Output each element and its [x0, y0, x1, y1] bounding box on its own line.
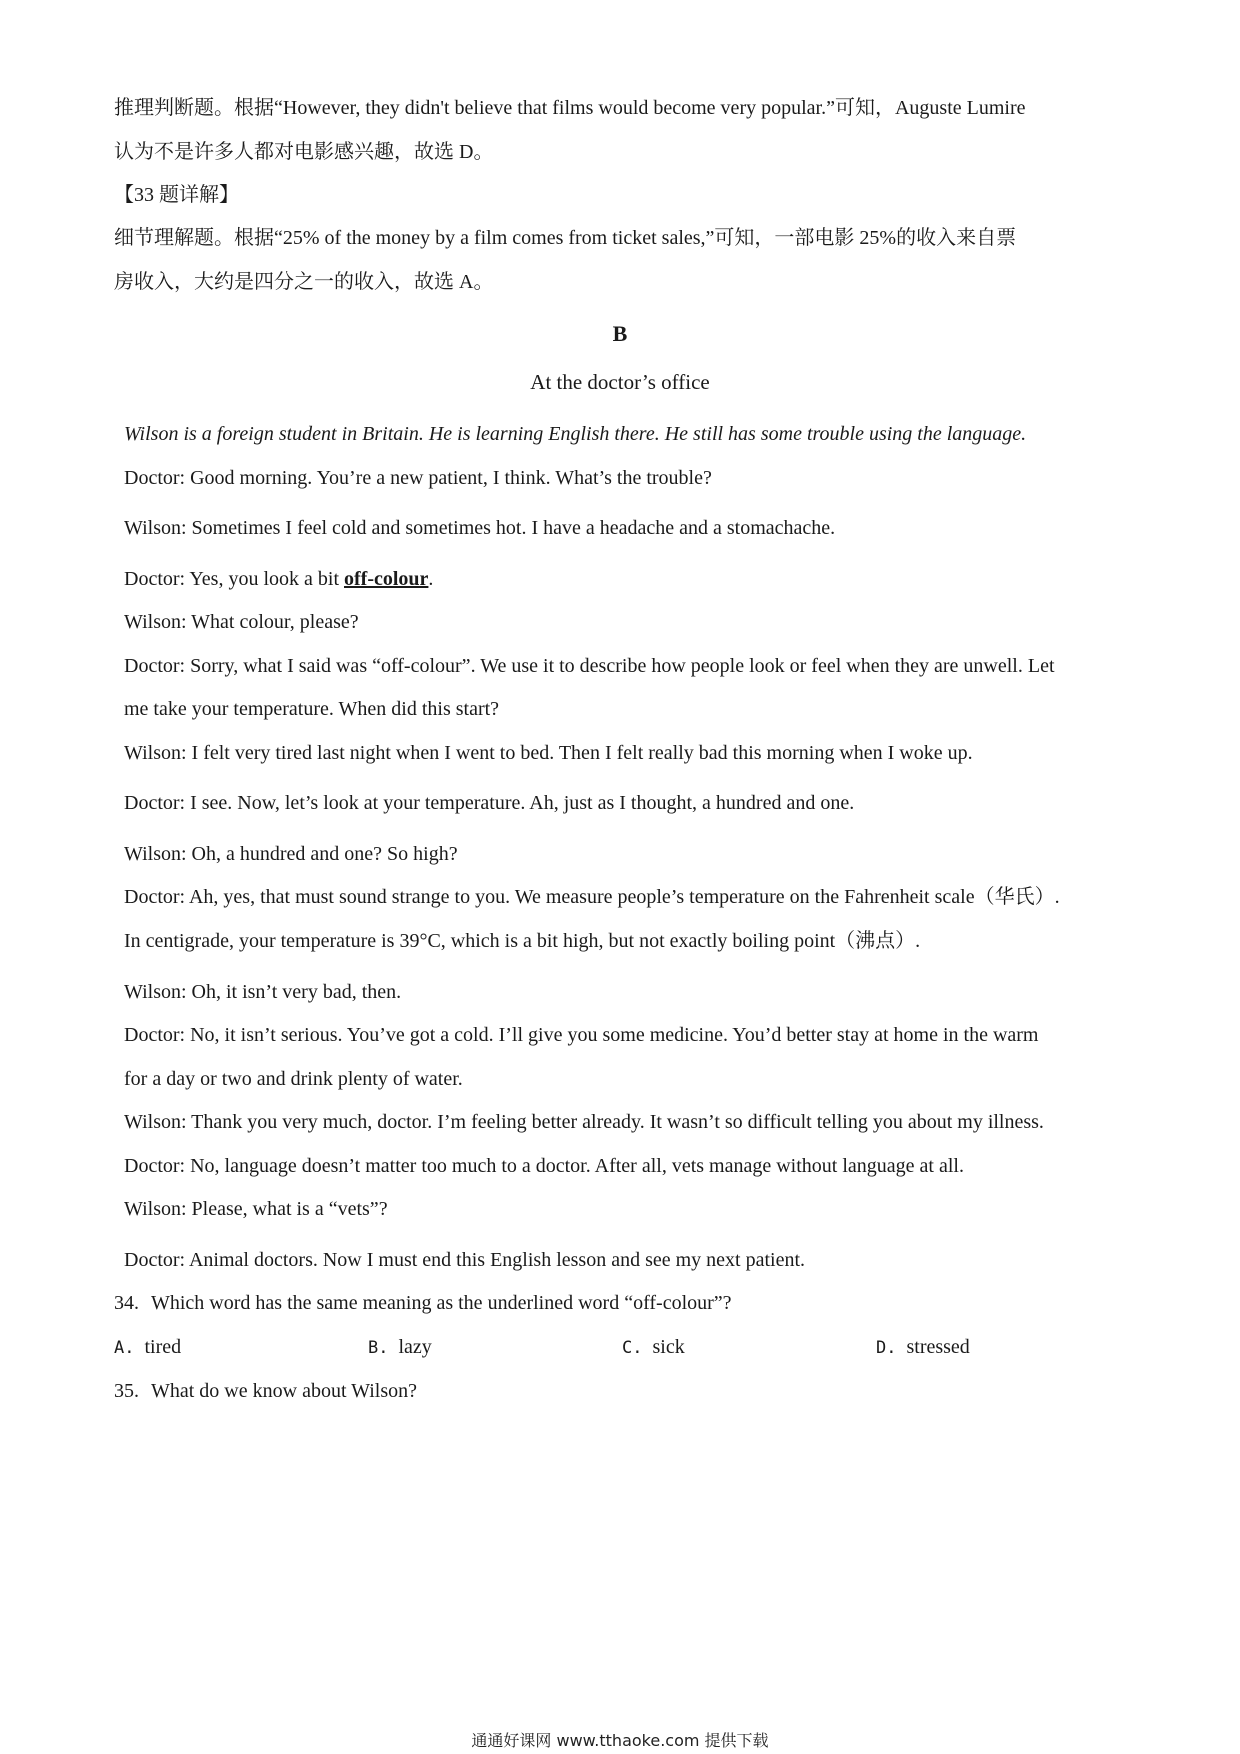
option-d[interactable] — [876, 1335, 970, 1360]
q33-explanation-line-2: 房收入，大约是四分之一的收入，故选 A。 — [114, 271, 494, 293]
dialogue-line: Wilson: Sometimes I feel cold and sometimes hot. I have a headache and a stomachache. — [124, 517, 836, 539]
q32-explanation-line-1: 推理判断题。根据“However, they didn't believe that films would become very popular.”可知，Auguste Lumire — [114, 97, 1026, 119]
dialogue-line: Doctor: Sorry, what I said was “off-colour”. We use it to describe how people look or feel when they are unwell. Let — [124, 655, 1055, 677]
passage-intro: Wilson is a foreign student in Britain. He is learning English there. He still has some trouble using the language. — [124, 423, 1027, 445]
dialogue-line: me take your temperature. When did this start? — [124, 698, 500, 720]
dialogue-line: In centigrade, your temperature is 39°C, which is a bit high, but not exactly boiling point（沸点）. — [124, 930, 921, 952]
dialogue-line: Wilson: I felt very tired last night when I went to bed. Then I felt really bad this morning when I woke up. — [124, 742, 973, 764]
dialogue-text: . — [428, 568, 434, 590]
question-number: 34. — [114, 1292, 139, 1314]
option-letter: D. — [876, 1338, 897, 1358]
dialogue-line: Doctor: No, language doesn’t matter too much to a doctor. After all, vets manage without language at all. — [124, 1155, 964, 1177]
question-text: Which word has the same meaning as the underlined word “off-colour”? — [151, 1292, 732, 1314]
dialogue-line: Doctor: I see. Now, let’s look at your temperature. Ah, just as I thought, a hundred and one. — [124, 792, 855, 814]
question-number: 35. — [114, 1380, 139, 1402]
dialogue-line: Wilson: Please, what is a “vets”? — [124, 1198, 388, 1220]
dialogue-line: Doctor: Good morning. You’re a new patient, I think. What’s the trouble? — [124, 467, 712, 489]
option-text: sick — [652, 1336, 685, 1358]
dialogue-line-offcolour — [124, 567, 433, 591]
option-c[interactable] — [622, 1335, 685, 1360]
dialogue-line: Wilson: Oh, a hundred and one? So high? — [124, 843, 458, 865]
page-footer: 通通好课网 www.tthaoke.com 提供下载 — [471, 1731, 769, 1750]
dialogue-line: Wilson: Oh, it isn’t very bad, then. — [124, 981, 402, 1003]
dialogue-line: Doctor: Animal doctors. Now I must end this English lesson and see my next patient. — [124, 1249, 806, 1271]
question-35 — [114, 1379, 417, 1403]
option-b[interactable] — [368, 1335, 432, 1360]
option-letter: B. — [368, 1338, 389, 1358]
q33-explanation-line-1: 细节理解题。根据“25% of the money by a film comes from ticket sales,”可知，一部电影 25%的收入来自票 — [114, 227, 1017, 249]
q33-heading: 【33 题详解】 — [114, 184, 239, 206]
dialogue-line: for a day or two and drink plenty of water. — [124, 1068, 463, 1090]
dialogue-line: Wilson: Thank you very much, doctor. I’m feeling better already. It wasn’t so difficult telling you about my illness. — [124, 1111, 1044, 1133]
q32-explanation-line-2: 认为不是许多人都对电影感兴趣，故选 D。 — [114, 141, 494, 163]
question-34 — [114, 1291, 732, 1315]
dialogue-text: Doctor: Yes, you look a bit — [124, 568, 344, 590]
dialogue-line: Wilson: What colour, please? — [124, 611, 359, 633]
option-text: tired — [144, 1336, 182, 1358]
passage-title: At the doctor’s office — [530, 370, 710, 394]
option-text: stressed — [906, 1336, 970, 1358]
dialogue-line: Doctor: Ah, yes, that must sound strange to you. We measure people’s temperature on the Fahrenheit scale（华氏）. — [124, 886, 1060, 908]
section-letter: B — [612, 321, 628, 346]
option-letter: A. — [114, 1338, 135, 1358]
option-a[interactable] — [114, 1335, 181, 1360]
question-text: What do we know about Wilson? — [151, 1380, 417, 1402]
underlined-word: off-colour — [344, 568, 429, 590]
dialogue-line: Doctor: No, it isn’t serious. You’ve got a cold. I’ll give you some medicine. You’d better stay at home in the warm — [124, 1024, 1039, 1046]
option-letter: C. — [622, 1338, 643, 1358]
option-text: lazy — [398, 1336, 432, 1358]
